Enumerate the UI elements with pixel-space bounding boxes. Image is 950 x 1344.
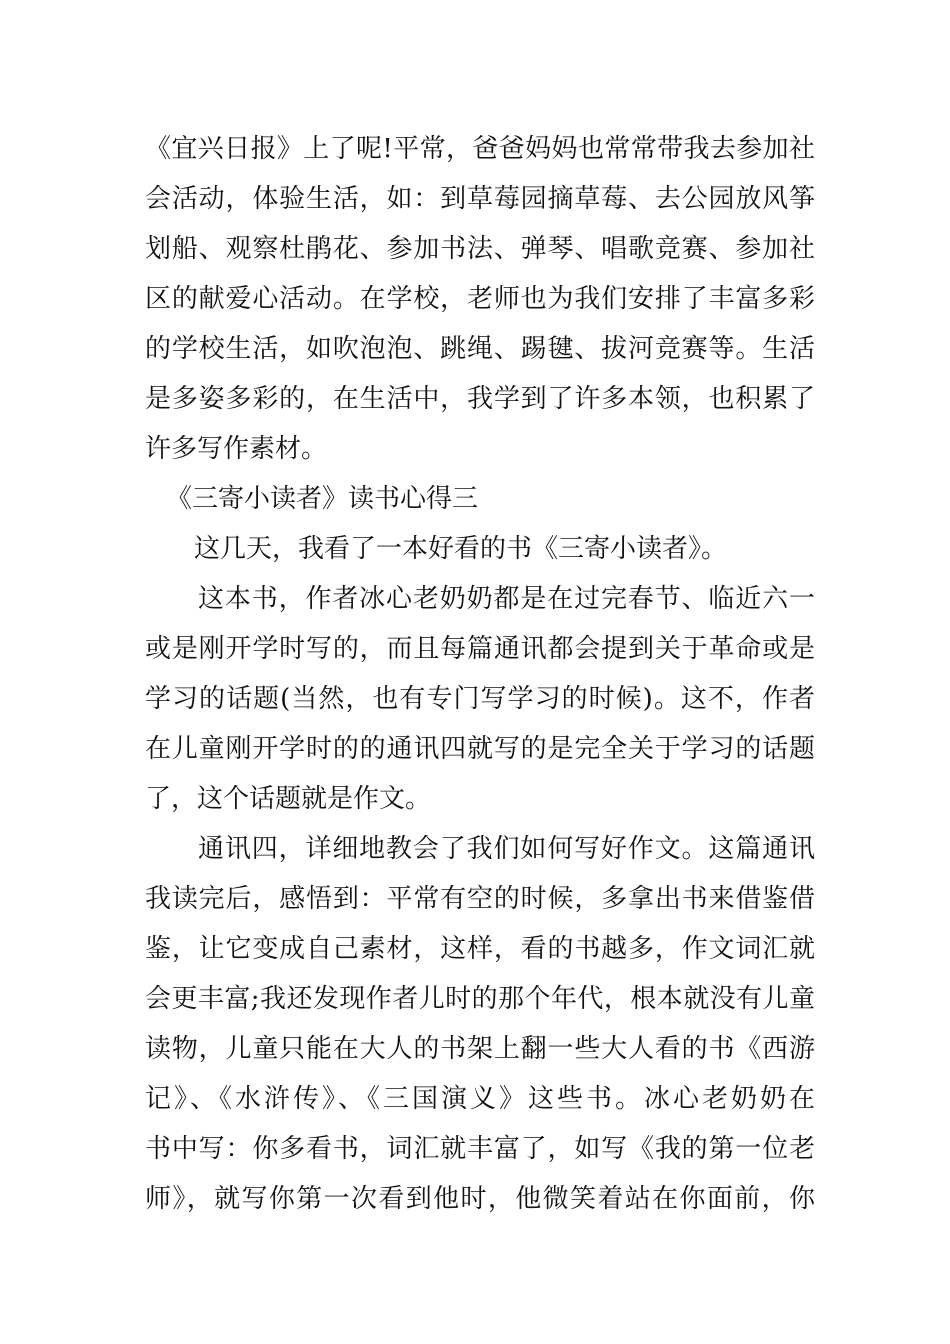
text-line: 会活动，体验生活，如：到草莓园摘草莓、去公园放风筝 [145,184,815,214]
paragraph-start: 这几天，我看了一本好看的书《三寄小读者》。 [194,534,728,564]
text-line: 的学校生活，如吹泡泡、跳绳、踢毽、拔河竞赛等。生活 [145,334,815,364]
text-line: 会更丰富;我还发现作者儿时的那个年代，根本就没有儿童 [145,984,815,1014]
text-line: 鉴，让它变成自己素材，这样，看的书越多，作文词汇就 [145,934,815,964]
paragraph-start: 这本书，作者冰心老奶奶都是在过完春节、临近六一 [198,584,815,614]
text-line: 区的献爱心活动。在学校，老师也为我们安排了丰富多彩 [145,284,815,314]
text-line: 记》、《水浒传》、《三国演义》这些书。冰心老奶奶在 [145,1084,815,1114]
text-line: 学习的话题(当然，也有专门写学习的时候)。这不，作者 [145,684,815,714]
text-line: 是多姿多彩的，在生活中，我学到了许多本领，也积累了 [145,384,815,414]
text-line: 读物，儿童只能在大人的书架上翻一些大人看的书《西游 [145,1034,815,1064]
text-line: 划船、观察杜鹃花、参加书法、弹琴、唱歌竞赛、参加社 [145,234,815,264]
section-title: 《三寄小读者》读书心得三 [166,484,479,514]
text-line: 在儿童刚开学时的的通讯四就写的是完全关于学习的话题 [145,734,815,764]
text-line: 《宜兴日报》上了呢!平常，爸爸妈妈也常常带我去参加社 [145,134,815,164]
text-line: 书中写：你多看书，词汇就丰富了，如写《我的第一位老 [145,1134,815,1164]
text-line: 许多写作素材。 [145,434,328,464]
paragraph-start: 通讯四，详细地教会了我们如何写好作文。这篇通讯 [198,834,815,864]
text-line: 了，这个话题就是作文。 [145,784,432,814]
text-line: 师》，就写你第一次看到他时，他微笑着站在你面前，你 [145,1184,815,1214]
text-line: 或是刚开学时写的，而且每篇通讯都会提到关于革命或是 [145,634,815,664]
text-line: 我读完后，感悟到：平常有空的时候，多拿出书来借鉴借 [145,884,815,914]
